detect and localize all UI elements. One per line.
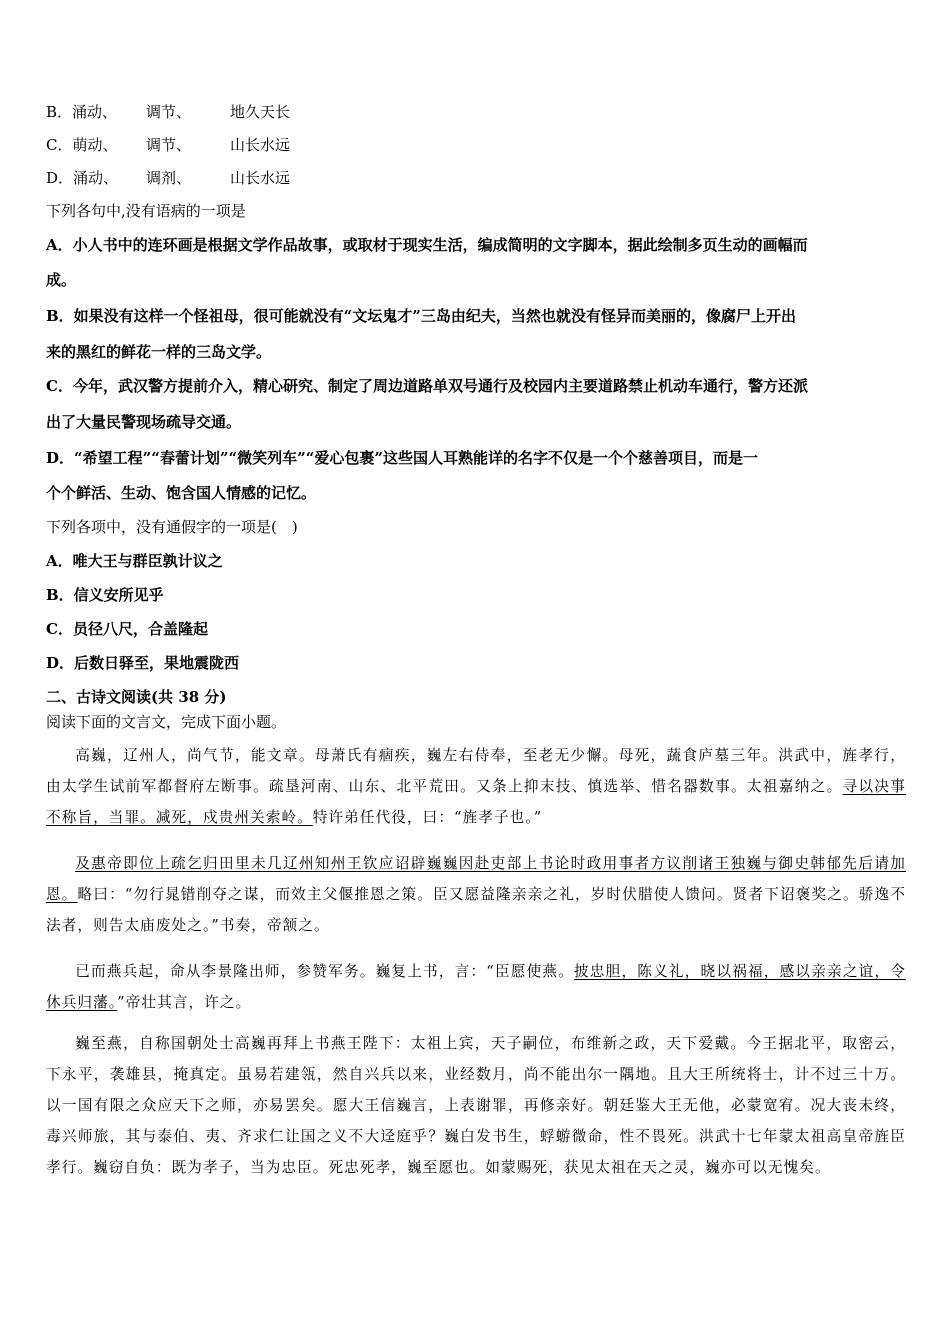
grammar-option-c-line2: 出了大量民警现场疏导交通。: [46, 413, 242, 431]
grammar-option-b-line1: B．如果没有这样一个怪祖母，很可能就没有“文坛鬼才”三岛由纪夫，当然也就没有怪异而美丽的，像腐尸上开出: [46, 307, 796, 325]
grammar-option-d-line2: 个个鲜活、生动、饱含国人情感的记忆。: [46, 484, 317, 502]
option-word-2: 山长水远: [230, 169, 291, 187]
passage-paragraph-2: [46, 848, 906, 941]
underlined-sentence-1: 寻以决事不称旨，当罪。减死，戍贵州关索岭。: [46, 778, 906, 826]
option-label: C．萌动、: [46, 136, 118, 154]
question-tongjia-stem: 下列各项中，没有通假字的一项是( ): [46, 518, 298, 536]
underlined-sentence-2: 及惠帝即位上疏乞归田里未几辽州知州王钦应诏辟巍巍因赴吏部上书论时政用事者方议削诸王独巍与御史韩郁先后请加恩。: [46, 855, 906, 903]
section-intro: 阅读下面的文言文，完成下面小题。: [46, 713, 287, 731]
grammar-option-d-line1: D．“希望工程”“春蕾计划”“微笑列车”“爱心包裹”这些国人耳熟能详的名字不仅是一个个慈善项目，而是一: [46, 449, 759, 467]
passage-text: 特许弟任代役，曰：“旌孝子也。”: [312, 809, 543, 826]
passage-text: 已而燕兵起，命从李景隆出师，参赞军务。巍复上书，言：“臣愿使燕。: [75, 963, 575, 980]
option-label: B．涌动、: [46, 103, 118, 121]
option-b-prev: [46, 102, 906, 122]
tongjia-option-d: D．后数日驿至，果地震陇西: [46, 654, 240, 672]
option-c-prev: [46, 135, 906, 155]
tongjia-option-c: C．员径八尺，合盖隆起: [46, 620, 208, 638]
passage-paragraph-3: [46, 956, 906, 1018]
tongjia-option-b: B．信义安所见乎: [46, 586, 164, 604]
option-label: D．涌动、: [46, 169, 119, 187]
passage-text: 高巍，辽州人，尚气节，能文章。母萧氏有痼疾，巍左右侍奉，至老无少懈。母死，蔬食庐墓三年。洪武中，旌孝行，由太学生试前军都督府左断事。疏垦河南、山东、北平荒田。又条上抑末技、慎选举、惜名器数事。太祖嘉纳之。: [46, 747, 906, 795]
passage-paragraph-4: 巍至燕，自称国朝处士高巍再拜上书燕王陛下：太祖上宾，天子嗣位，布维新之政，天下爱戴。今王据北平，取密云，下永平，袭雄县，掩真定。虽易若建瓴，然自兴兵以来，业经数月，尚不能出尔一隅地。且大王所统将士，计不过三十万。以一国有限之众应天下之师，亦易罢矣。愿大王信巍言，上表谢罪，再修亲好。朝廷鉴大王无他，必蒙宽宥。况大丧未终，毒兴师旅，其与泰伯、夷、齐求仁让国之义不大迳庭乎？巍白发书生，蜉蝣微命，性不畏死。洪武十七年蒙太祖高皇帝旌臣孝行。巍窃自负：既为孝子，当为忠臣。死忠死孝，巍至愿也。如蒙赐死，获见太祖在天之灵，巍亦可以无愧矣。: [46, 1035, 906, 1176]
section-heading: 二、古诗文阅读(共 38 分): [46, 688, 227, 706]
grammar-option-a-line2: 成。: [46, 271, 77, 289]
passage-text: 略曰：“勿行晁错削夺之谋，而效主父偃推恩之策。臣又愿益隆亲亲之礼，岁时伏腊使人馈问。贤者下诏褒奖之。骄逸不法者，则告太庙废处之。”书奏，帝颔之。: [46, 886, 907, 934]
tongjia-option-a: A．唯大王与群臣孰计议之: [46, 552, 223, 570]
grammar-option-c-line1: C．今年，武汉警方提前介入，精心研究、制定了周边道路单双号通行及校园内主要道路禁止机动车通行，警方还派: [46, 377, 808, 395]
question-grammar-stem: 下列各句中,没有语病的一项是: [46, 202, 246, 220]
option-d-prev: [46, 168, 906, 188]
option-word-1: 调剂、: [146, 169, 192, 187]
passage-text: ”帝壮其言，许之。: [117, 994, 252, 1011]
grammar-option-b-line2: 来的黑红的鲜花一样的三岛文学。: [46, 343, 272, 361]
underlined-sentence-3: 披忠胆，陈义礼，晓以祸福，感以亲亲之谊，令休兵归藩。: [46, 963, 906, 1011]
option-word-2: 地久天长: [230, 103, 291, 121]
option-word-2: 山长水远: [230, 136, 291, 154]
option-word-1: 调节、: [146, 136, 192, 154]
grammar-option-a-line1: A．小人书中的连环画是根据文学作品故事，或取材于现实生活，编成简明的文字脚本，据此绘制多页生动的画幅而: [46, 236, 808, 254]
option-word-1: 调节、: [146, 103, 192, 121]
passage-paragraph-1: [46, 740, 906, 833]
